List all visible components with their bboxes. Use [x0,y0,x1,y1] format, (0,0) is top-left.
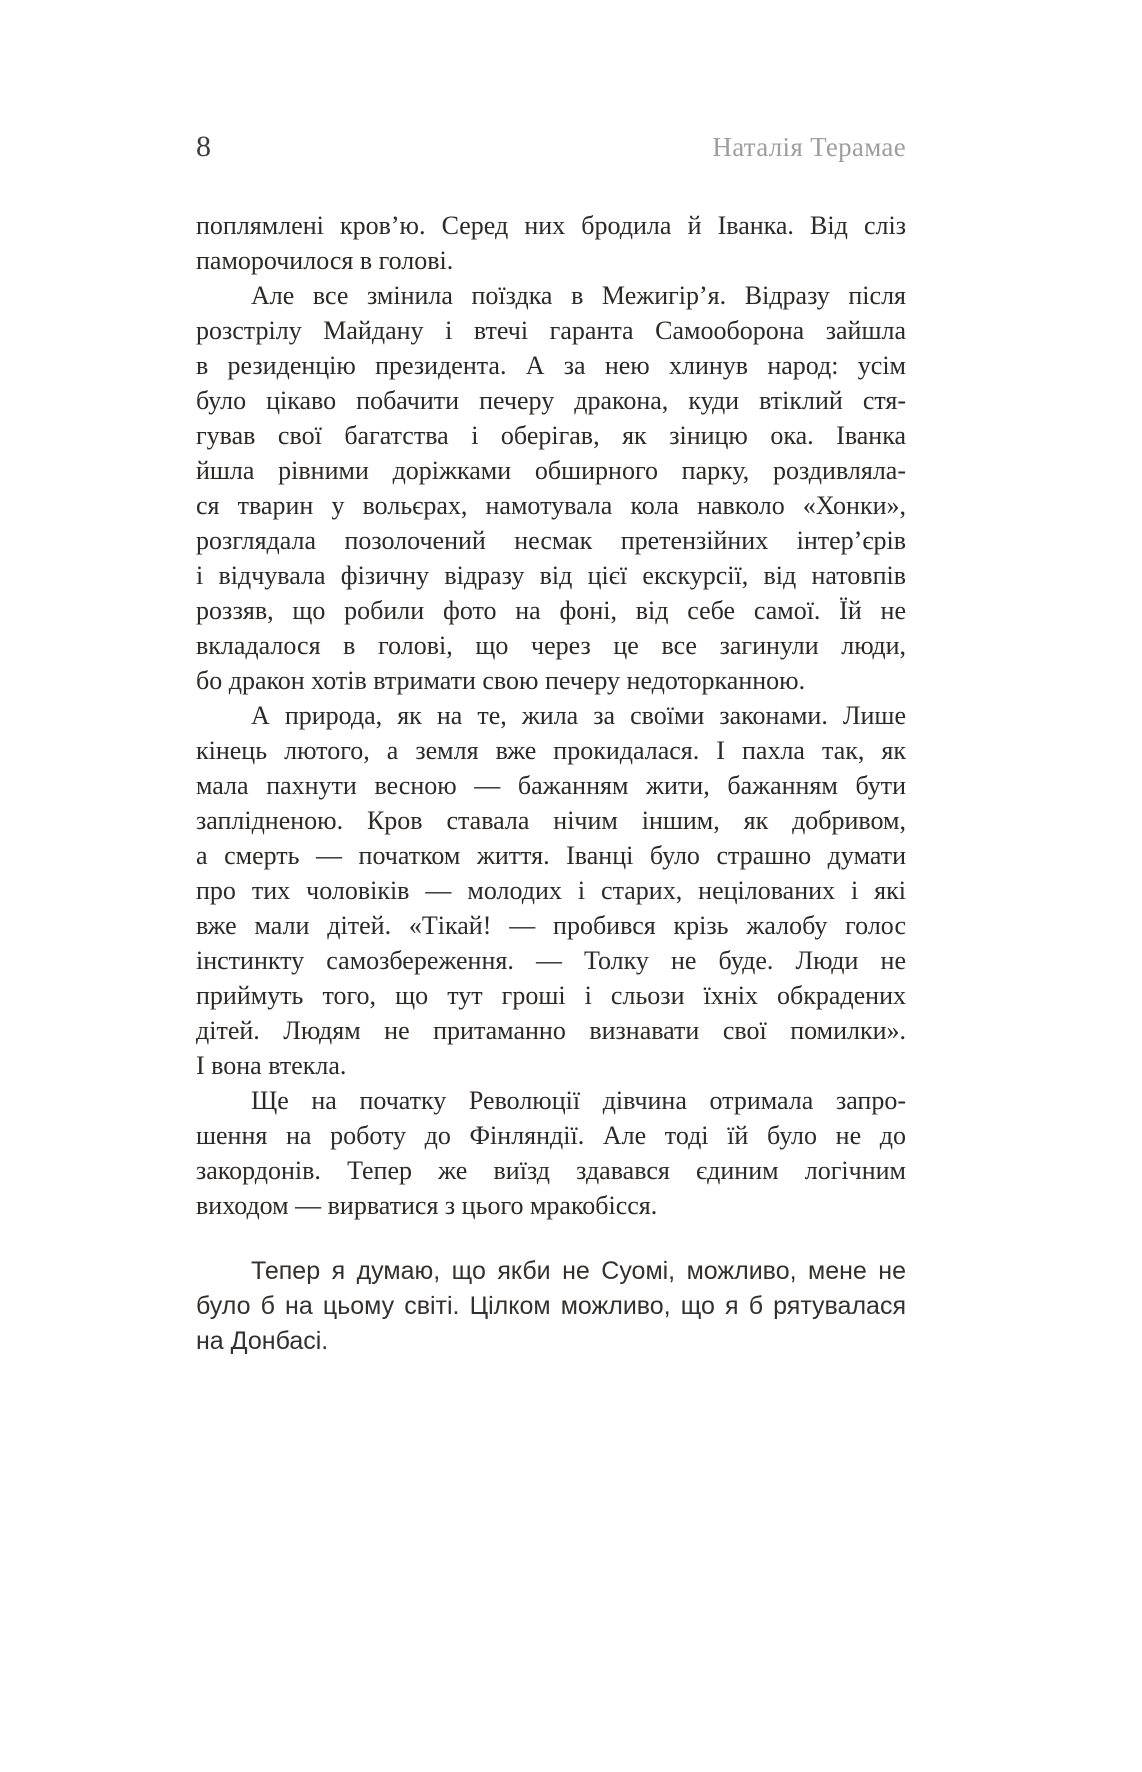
text-line: і відчувала фізичну відразу від цієї екскурсії, від натовпів [196,561,906,590]
text-line: а смерть — початком життя. Іванці було страшно думати [196,841,906,870]
text-line: заплідненою. Кров ставала нічим іншим, як добривом, [196,806,906,835]
text-line: Ще на початку Революції дівчина отримала запро- [251,1086,906,1115]
text-line: шення на роботу до Фінляндії. Але тоді їй було не до [196,1121,906,1150]
page-number: 8 [196,130,211,163]
text-line: інстинкту самозбереження. — Толку не буде. Люди не [196,946,906,975]
text-block [196,208,906,1359]
paragraph [196,208,906,278]
text-line: йшла рівними доріжками обширного парку, роздивляла- [196,456,906,485]
text-line: Але все змінила поїздка в Межигір’я. Відразу після [251,281,906,310]
text-line: бо дракон хотів втримати свою печеру недоторканною. [196,666,806,695]
text-line: розстрілу Майдану і втечі гаранта Самооборона зайшла [196,316,906,345]
paragraph [196,1254,906,1359]
text-line: кінець лютого, а земля вже прокидалася. І пахла так, як [196,736,906,765]
paragraph [196,698,906,1083]
text-line: І вона втекла. [196,1051,347,1080]
text-line: було цікаво побачити печеру дракона, куди втіклий стя- [196,386,906,415]
text-line: А природа, як на те, жила за своїми законами. Лише [251,701,906,730]
text-line: паморочилося в голові. [196,246,454,275]
text-line: розглядала позолочений несмак претензійних інтер’єрів [196,526,906,555]
text-line: вкладалося в голові, що через це все загинули люди, [196,631,906,660]
text-line: приймуть того, що тут гроші і сльози їхніх обкрадених [196,981,906,1010]
text-line: закордонів. Тепер же виїзд здавався єдиним логічним [196,1156,906,1185]
text-line: було б на цьому світі. Цілком можливо, що я б рятувалася [196,1292,906,1320]
text-line: роззяв, що робили фото на фоні, від себе самої. Їй не [196,596,906,625]
text-line: дітей. Людям не притаманно визнавати свої помилки». [196,1016,906,1045]
text-line: ся тварин у вольєрах, намотувала кола навколо «Хонки», [196,491,906,520]
paragraph [196,1083,906,1223]
text-line: гував свої багатства і оберігав, як зіницю ока. Іванка [196,421,906,450]
text-line: вже мали дітей. «Тікай! — пробився крізь жалобу голос [196,911,906,940]
text-line: виходом — вирватися з цього мракобісся. [196,1191,658,1220]
text-line: про тих чоловіків — молодих і старих, нецілованих і які [196,876,906,905]
text-line: мала пахнути весною — бажанням жити, бажанням бути [196,771,906,800]
text-line: Тепер я думаю, що якби не Суомі, можливо, мене не [251,1257,906,1285]
running-head [196,130,906,164]
running-title-author: Наталія Терамае [712,132,906,162]
text-line: поплямлені кров’ю. Серед них бродила й Іванка. Від сліз [196,211,906,240]
text-line: в резиденцію президента. А за нею хлинув народ: усім [196,351,906,380]
text-line: на Донбасі. [196,1327,329,1355]
paragraph [196,278,906,698]
